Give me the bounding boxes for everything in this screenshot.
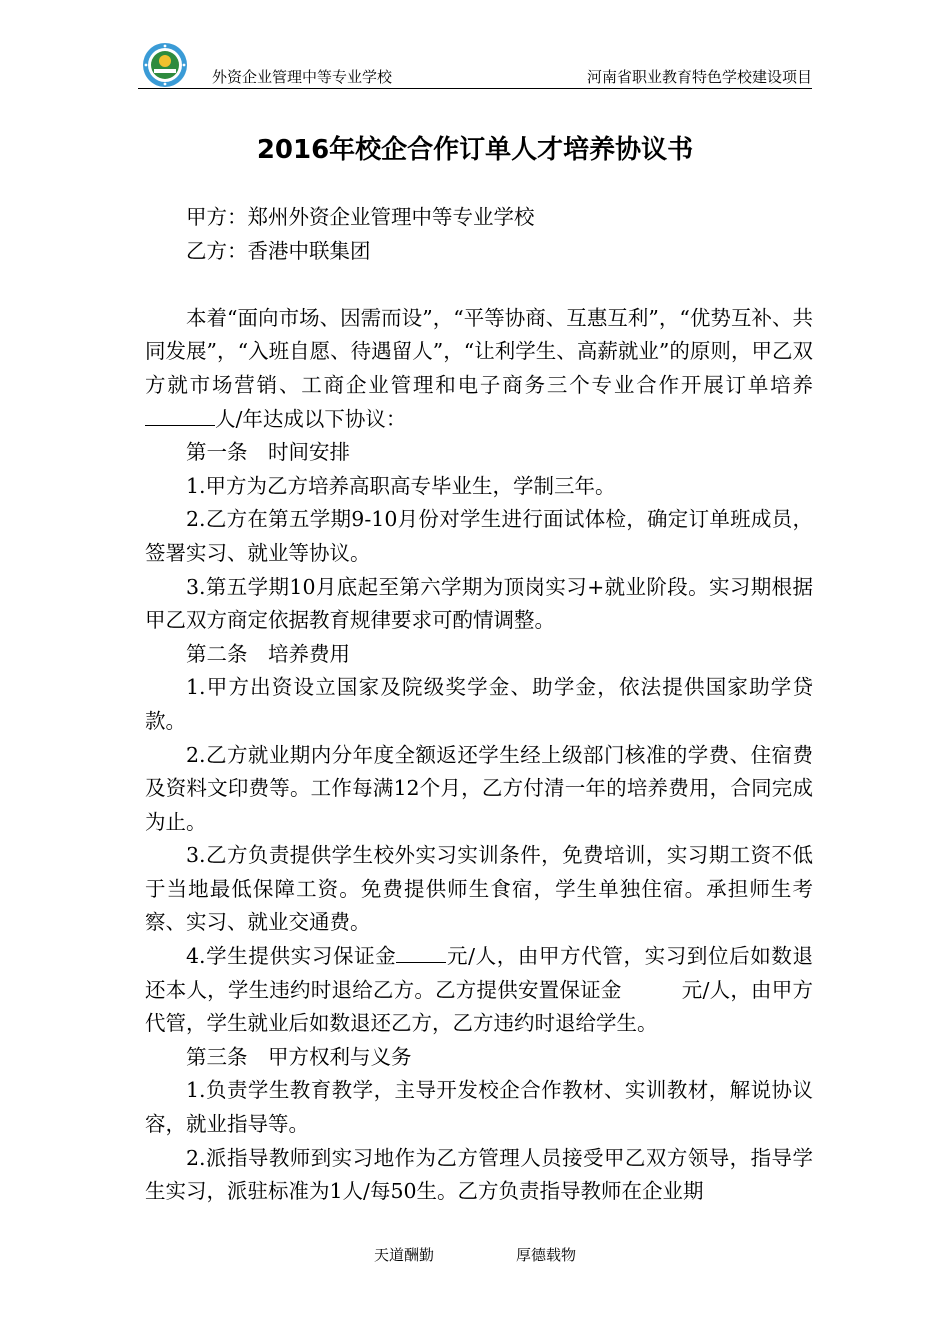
intro-text-end: 人/年达成以下协议： bbox=[215, 406, 407, 431]
footer-motto-left: 天道酬勤 bbox=[373, 1246, 434, 1264]
footer-motto-right: 厚德载物 bbox=[516, 1246, 577, 1264]
article-1-item-2: 2.乙方在第五学期9-10月份对学生进行面试体检，确定订单班成员，签署实习、就业等协议。 bbox=[145, 507, 813, 565]
fill-in-blank bbox=[145, 406, 215, 425]
article-2-item-1: 1.甲方出资设立国家及院级奖学金、助学金，依法提供国家助学贷款。 bbox=[145, 675, 813, 733]
party-b: 乙方：香港中联集团 bbox=[186, 238, 371, 263]
article-2-item-3: 3.乙方负责提供学生校外实习实训条件，免费培训，实习期工资不低于当地最低保障工资。免费提供师生食宿，学生单独住宿。承担师生考察、实习、就业交通费。 bbox=[145, 843, 813, 935]
header-school-name: 外资企业管理中等专业学校 bbox=[212, 68, 393, 86]
document-title: 2016年校企合作订单人才培养协议书 bbox=[256, 135, 694, 165]
article-3-heading: 第三条 甲方权利与义务 bbox=[186, 1044, 412, 1069]
article-3-item-1: 1.负责学生教育教学，主导开发校企合作教材、实训教材，解说协议容，就业指导等。 bbox=[145, 1078, 813, 1137]
header-project-name: 河南省职业教育特色学校建设项目 bbox=[586, 68, 812, 86]
page-footer bbox=[0, 1245, 950, 1265]
article-1-item-1: 1.甲方为乙方培养高职高专毕业生，学制三年。 bbox=[186, 473, 616, 498]
article-2-heading: 第二条 培养费用 bbox=[186, 641, 350, 666]
intro-paragraph bbox=[145, 302, 813, 436]
article-1-heading: 第一条 时间安排 bbox=[186, 440, 350, 465]
article-2-item-2: 2.乙方就业期内分年度全额返还学生经上级部门核准的学费、住宿费及资料文印费等。工作每满12个月，乙方付清一年的培养费用，合同完成为止。 bbox=[145, 742, 813, 834]
article-1-item-3: 3.第五学期10月底起至第六学期为顶岗实习+就业阶段。实习期根据甲乙双方商定依据教育规律要求可酌情调整。 bbox=[145, 574, 813, 633]
party-a: 甲方：郑州外资企业管理中等专业学校 bbox=[186, 205, 535, 229]
article-2-item-4-text-2: 元/人，由甲方代管，实习到位后如数退还本人，学生违约时退给乙方。乙方提供安置保证金 bbox=[145, 944, 814, 1002]
school-emblem-icon bbox=[142, 42, 188, 88]
article-3-item-2: 2.派指导教师到实习地作为乙方管理人员接受甲乙双方领导，指导学生实习，派驻标准为1人/每50生。乙方负责指导教师在企业期 bbox=[145, 1145, 813, 1204]
fill-in-blank bbox=[396, 944, 446, 963]
intro-text: 本着“面向市场、因需而设”，“平等协商、互惠互利”，“优势互补、共同发展”，“入班自愿、待遇留人”，“让利学生、高薪就业”的原则，甲乙双方就市场营销、工商企业管理和电子商务三个专业合作开展订单培养 bbox=[145, 305, 813, 397]
article-2-item-4 bbox=[145, 940, 813, 1041]
article-2-item-4-text-3: 元/人，由甲方代管，学生就业后如数退还乙方，乙方违约时退给学生。 bbox=[145, 977, 813, 1036]
page-header bbox=[138, 38, 812, 89]
article-2-item-4-text-1: 4.学生提供实习保证金 bbox=[186, 944, 397, 969]
document-body bbox=[145, 201, 813, 1209]
